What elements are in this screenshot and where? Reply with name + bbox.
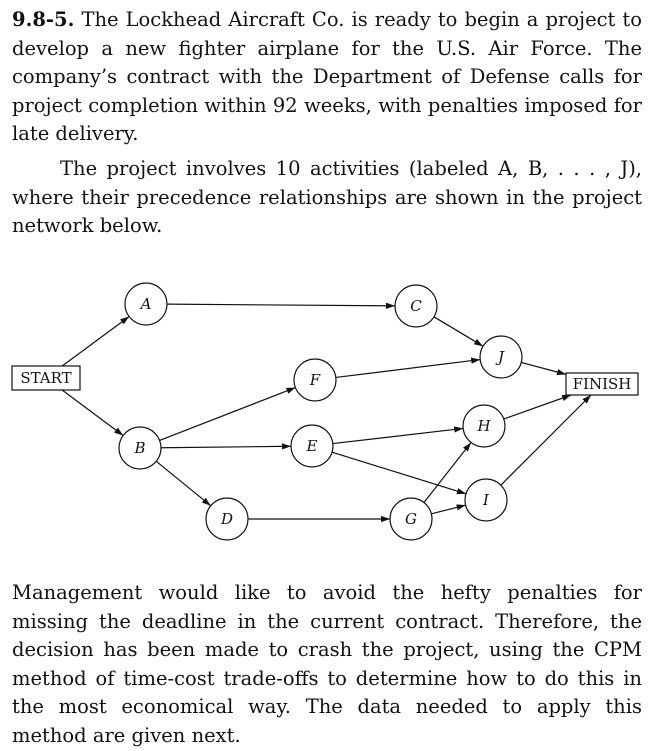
activity-node-c xyxy=(395,285,437,327)
activity-node-f xyxy=(294,359,336,401)
activity-label-e: E xyxy=(306,437,318,455)
edge-start-b xyxy=(62,390,123,435)
activity-node-i xyxy=(465,479,507,521)
start-box xyxy=(12,366,80,390)
activity-label-b: B xyxy=(134,439,146,457)
problem-number: 9.8-5. xyxy=(12,8,75,31)
edge-g-i xyxy=(431,505,465,514)
activity-node-e xyxy=(291,425,333,467)
activity-node-d xyxy=(206,498,248,540)
edge-e-h xyxy=(333,428,463,443)
start-box-label: START xyxy=(20,369,72,387)
finish-box-label: FINISH xyxy=(572,375,632,393)
project-network-diagram xyxy=(0,270,668,560)
edge-b-e xyxy=(161,446,291,448)
activity-label-h: H xyxy=(477,417,491,435)
network-nodes xyxy=(12,283,638,540)
edge-a-c xyxy=(167,304,395,306)
activity-label-g: G xyxy=(405,510,417,528)
activity-label-j: J xyxy=(497,348,505,366)
activity-label-i: I xyxy=(483,491,489,509)
activity-node-b xyxy=(119,427,161,469)
edge-b-f xyxy=(160,388,296,441)
problem-paragraph-2: The project involves 10 activities (labeled A, B, . . . , J), where their precedence relationships are shown in the project network below. xyxy=(12,157,642,238)
edge-e-i xyxy=(332,452,466,494)
edge-c-j xyxy=(434,317,483,346)
edge-f-j xyxy=(336,360,480,378)
activity-label-c: C xyxy=(410,297,422,315)
problem-paragraph-1 xyxy=(12,6,642,149)
activity-node-h xyxy=(463,405,505,447)
activity-label-f: F xyxy=(309,371,321,389)
activity-node-j xyxy=(480,336,522,378)
edge-i-finish xyxy=(501,395,591,485)
edge-start-a xyxy=(62,316,129,366)
activity-label-d: D xyxy=(220,510,234,528)
activity-node-g xyxy=(390,498,432,540)
problem-text-1: The Lockhead Aircraft Co. is ready to begin a project to develop a new fighter airplane for the U.S. Air Force. The company’s contract with the Department of Defense calls for project completion within 92 weeks, with penalties imposed for late delivery. xyxy=(12,8,643,146)
activity-label-a: A xyxy=(140,295,152,313)
activity-node-a xyxy=(125,283,167,325)
finish-box xyxy=(566,373,638,395)
edge-j-finish xyxy=(521,362,566,374)
problem-paragraph-3: Management would like to avoid the hefty penalties for missing the deadline in the current contract. Therefore, the decision has been made to crash the project, using the CPM method of time-cost trade-offs to determine how to do this in the most economical way. The data needed to apply this method are given next. xyxy=(12,581,642,747)
network-edges xyxy=(62,304,591,519)
edge-b-d xyxy=(156,461,210,505)
edge-h-finish xyxy=(504,395,571,419)
